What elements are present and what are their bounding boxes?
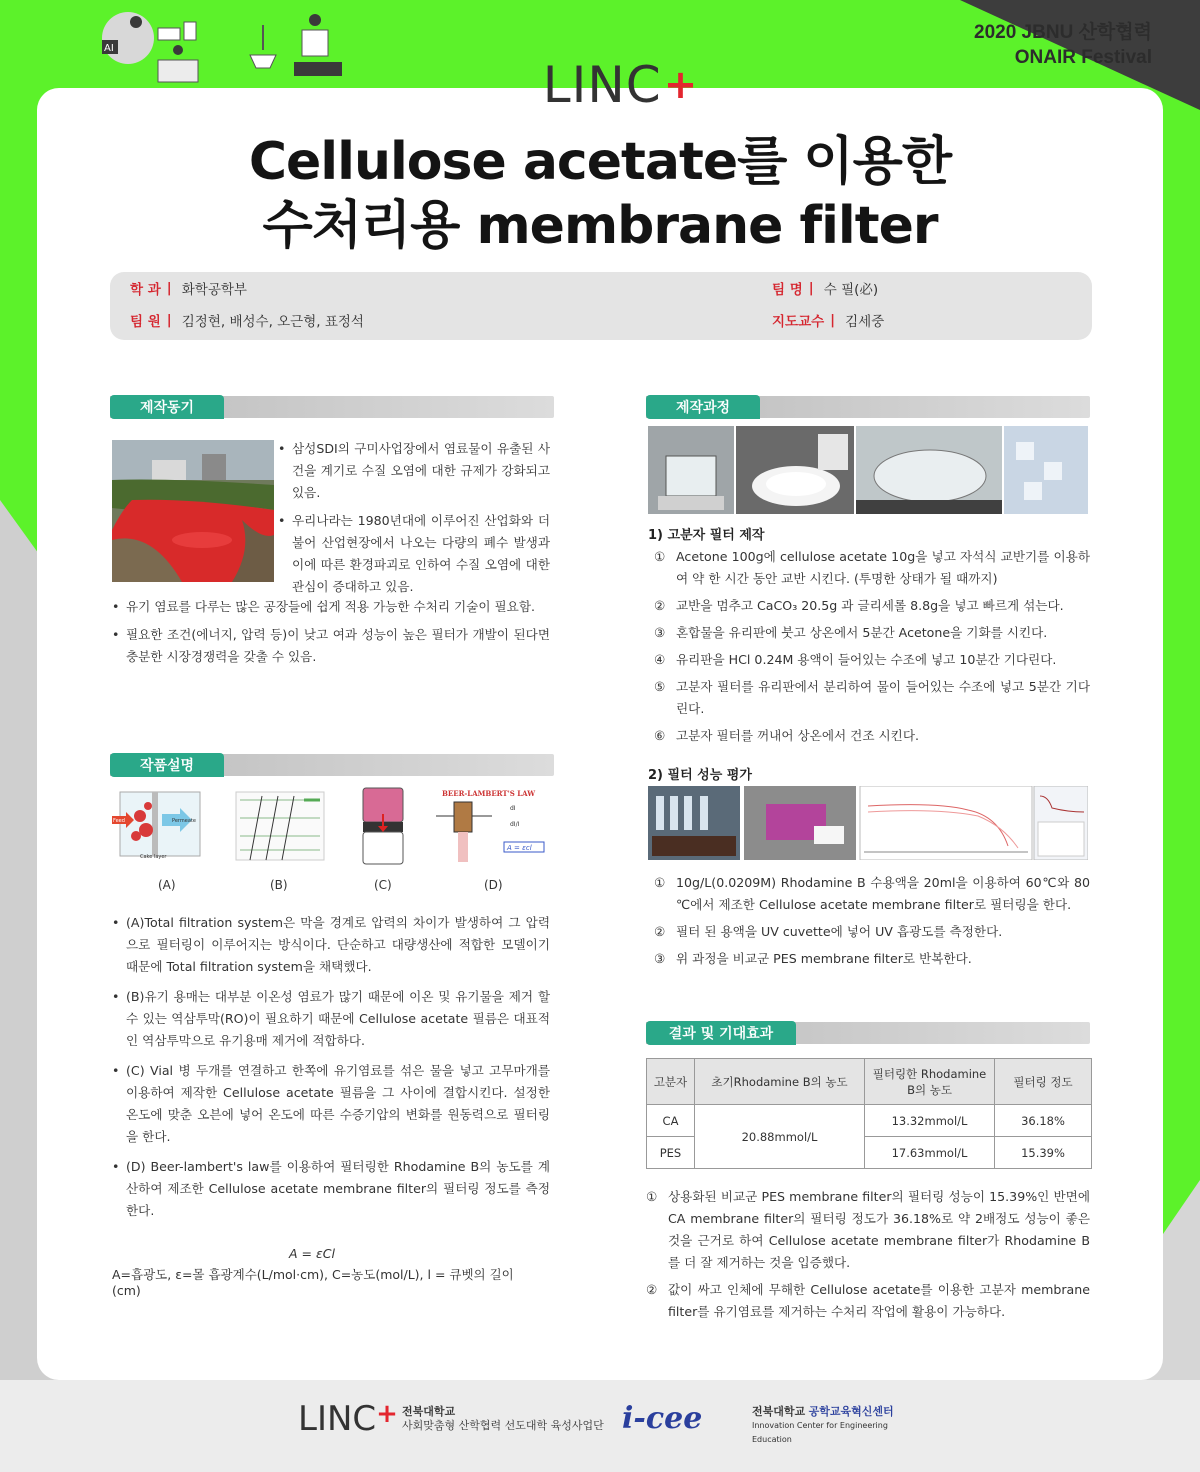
table-header-filtered: 필터링한 Rhodamine B의 농도 xyxy=(865,1059,995,1105)
linc-logo xyxy=(520,55,720,115)
diagram-a-total-filtration xyxy=(112,786,208,862)
table-header-row xyxy=(647,1059,1092,1105)
process-steps-2 xyxy=(654,872,1090,975)
description-c: • (C) Vial 병 두개를 연결하고 한쪽에 유기염료를 섞은 물을 넣고 고무마개를 이용하여 제작한 Cellulose acetate 필름을 그 사이에 결합시킨다. 설정한 온도에 맞춘 오븐에 넣어 온도에 따른 수증기압의 변화를 원동력으로 필터링을 한다. xyxy=(112,1060,550,1148)
info-bar xyxy=(110,272,1092,340)
process-step-2-2: ② 필터 된 용액을 UV cuvette에 넣어 UV 흡광도를 측정한다. xyxy=(654,924,1003,939)
table-cell-ca-filtered: 13.32mmol/L xyxy=(865,1105,995,1137)
footer-linc-text: LINC xyxy=(298,1399,377,1439)
table-header-polymer: 고분자 xyxy=(647,1059,695,1105)
table-cell-ca-degree: 36.18% xyxy=(995,1105,1092,1137)
results-conclusions xyxy=(646,1186,1090,1328)
robot-illustration xyxy=(88,0,368,90)
process-step-1-5: ⑤ 고분자 필터를 유리판에서 분리하여 물이 들어있는 수조에 넣고 5분간 기다린다. xyxy=(654,679,1090,716)
footer xyxy=(290,1395,930,1455)
festival-tag xyxy=(974,20,1152,70)
festival-line2: ONAIR Festival xyxy=(1014,47,1152,68)
caption-b: (B) xyxy=(270,878,288,892)
info-advisor: 지도교수 | 김세중 xyxy=(772,312,885,330)
team-value: 수 필(必) xyxy=(823,282,879,298)
footer-icee-logo: i-cee xyxy=(622,1401,703,1436)
table-row xyxy=(647,1105,1092,1137)
motivation-bullet-2: • 우리나라는 1980년대에 이루어진 산업화와 더불어 산업현장에서 나오는 다량의 폐수 발생과 이에 따른 환경파괴로 인하여 수질 오염에 대한 관심이 증대하고 있음. xyxy=(278,510,550,598)
svg-text:AI: AI xyxy=(104,43,114,54)
title-line1: Cellulose acetate를 이용한 xyxy=(248,132,952,192)
process-subhead-1: 1) 고분자 필터 제작 xyxy=(648,528,765,543)
team-label: 팀 명 xyxy=(772,282,803,298)
linc-logo-text: LINC xyxy=(542,56,662,114)
footer-icee-caption xyxy=(752,1405,930,1447)
table-cell-pes-degree: 15.39% xyxy=(995,1137,1092,1169)
table-cell-pes: PES xyxy=(647,1137,695,1169)
table-header-degree: 필터링 정도 xyxy=(995,1059,1092,1105)
diagram-a-feed-label: Feed xyxy=(113,818,125,824)
svg-text:dI/I: dI/I xyxy=(510,821,520,828)
title-line2: 수처리용 membrane filter xyxy=(262,196,938,256)
info-team: 팀 명 | 수 필(必) xyxy=(772,280,879,298)
description-text xyxy=(112,912,550,1228)
diagram-a-permeate-label: Permeate xyxy=(172,818,196,824)
process-photos xyxy=(648,426,1088,514)
linc-logo-plus: + xyxy=(663,62,698,108)
svg-text:dI: dI xyxy=(510,805,516,812)
section-results-title: 결과 및 기대효과 xyxy=(646,1021,796,1045)
footer-univ1: 전북대학교 xyxy=(402,1405,456,1418)
caption-a: (A) xyxy=(158,878,176,892)
diagram-c-vial-setup xyxy=(360,784,406,868)
info-dept: 학 과 | 화학공학부 xyxy=(130,280,247,298)
dept-value: 화학공학부 xyxy=(181,282,247,298)
motivation-bullet-1: • 삼성SDI의 구미사업장에서 염료물이 유출된 사건을 계기로 수질 오염에 대한 규제가 강화되고 있음. xyxy=(278,438,550,504)
footer-univ2-sub: Innovation Center for Engineering Education xyxy=(752,1421,888,1444)
poster-title xyxy=(0,130,1200,258)
process-step-1-3: ③ 혼합물을 유리판에 붓고 상온에서 5분간 Acetone을 기화를 시킨다. xyxy=(654,625,1048,640)
process-step-1-6: ⑥ 고분자 필터를 꺼내어 상온에서 건조 시킨다. xyxy=(654,728,919,743)
footer-linc-caption xyxy=(402,1405,604,1433)
description-b: • (B)유기 용매는 대부분 이온성 염료가 많기 때문에 이온 및 유기물을 제거 할 수 있는 역삼투막(RO)이 필요하기 때문에 Cellulose acetate 필름은 대표적인 역삼투막으로 유기용매 제거에 적합하다. xyxy=(112,986,550,1052)
motivation-right-text xyxy=(278,438,550,604)
section-motivation-title: 제작동기 xyxy=(110,395,224,419)
footer-linc-logo xyxy=(298,1399,398,1439)
process-step-1-2: ② 교반을 멈추고 CaCO₃ 20.5g 과 글리세롤 8.8g을 넣고 빠르게 섞는다. xyxy=(654,598,1064,613)
process-step-1-4: ④ 유리판을 HCl 0.24M 용액이 들어있는 수조에 넣고 10분간 기다린다. xyxy=(654,652,1057,667)
festival-line1: 2020 JBNU 산학협력 xyxy=(974,22,1152,43)
info-members: 팀 원 | 김정현, 배성수, 오근형, 표정석 xyxy=(130,312,364,330)
members-label: 팀 원 xyxy=(130,314,161,330)
diagram-b-reverse-osmosis xyxy=(232,788,328,864)
table-header-initial: 초기Rhodamine B의 농도 xyxy=(695,1059,865,1105)
section-process xyxy=(646,396,1090,418)
result-conclusion-1: ① 상용화된 비교군 PES membrane filter의 필터링 성능이 15.39%인 반면에 CA membrane filter의 필터링 정도가 36.18%로 약 2배정도 성능이 좋은 것을 근거로 하여 Cellulose acetate membrane filter가 Rhodamine B를 더 잘 제거하는 것을 입증했다. xyxy=(646,1189,1090,1270)
section-description-title: 작품설명 xyxy=(110,753,224,777)
description-d: • (D) Beer-lambert's law를 이용하여 필터링한 Rhodamine B의 농도를 계산하여 제조한 Cellulose acetate membrane filter의 필터링 정도를 측정한다. xyxy=(112,1156,550,1222)
section-process-title: 제작과정 xyxy=(646,395,760,419)
diagram-d-equation: A = εcl xyxy=(507,844,532,852)
motivation-bullet-3: • 유기 염료를 다루는 많은 공장들에 쉽게 적용 가능한 수처리 기술이 필요함. xyxy=(112,596,550,618)
footer-univ2: 전북대학교 xyxy=(752,1405,806,1418)
table-cell-ca: CA xyxy=(647,1105,695,1137)
table-cell-initial: 20.88mmol/L xyxy=(695,1105,865,1169)
evaluation-photos xyxy=(648,786,1088,860)
formula: A = εCl xyxy=(289,1246,335,1261)
results-table xyxy=(646,1058,1092,1169)
advisor-value: 김세중 xyxy=(845,314,885,330)
process-step-2-3: ③ 위 과정을 비교군 PES membrane filter로 반복한다. xyxy=(654,951,972,966)
advisor-label: 지도교수 xyxy=(772,314,825,330)
diagram-d-title: BEER-LAMBERT'S LAW xyxy=(442,789,536,798)
formula-description: A=흡광도, ε=몰 흡광계수(L/mol·cm), C=농도(mol/L), l = 큐벳의 길이(cm) xyxy=(112,1267,514,1298)
section-description xyxy=(110,754,554,776)
polluted-river-photo xyxy=(112,440,274,582)
caption-d: (D) xyxy=(484,878,503,892)
process-step-1-1: ① Acetone 100g에 cellulose acetate 10g을 넣고 자석식 교반기를 이용하여 약 한 시간 동안 교반 시킨다. (투명한 상태가 될 때까지) xyxy=(654,549,1090,586)
process-steps-1 xyxy=(654,546,1090,752)
dept-label: 학 과 xyxy=(130,282,161,298)
section-results xyxy=(646,1022,1090,1044)
footer-univ1-sub: 사회맞춤형 산학협력 선도대학 육성사업단 xyxy=(402,1419,604,1432)
section-motivation xyxy=(110,396,554,418)
table-cell-pes-filtered: 17.63mmol/L xyxy=(865,1137,995,1169)
motivation-bullet-4: • 필요한 조건(에너지, 압력 등)이 낮고 여과 성능이 높은 필터가 개발이 된다면 충분한 시장경쟁력을 갖출 수 있음. xyxy=(112,624,550,668)
description-a: • (A)Total filtration system은 막을 경계로 압력의 차이가 발생하여 그 압력으로 필터링이 이루어지는 방식이다. 단순하고 대량생산에 적합한 모델이기 때문에 Total filtration system을 채택했다. xyxy=(112,912,550,978)
process-subhead-2: 2) 필터 성능 평가 xyxy=(648,768,752,783)
result-conclusion-2: ② 값이 싸고 인체에 무해한 Cellulose acetate를 이용한 고분자 membrane filter를 유기염료를 제거하는 수처리 작업에 활용이 가능하다. xyxy=(646,1282,1090,1319)
members-value: 김정현, 배성수, 오근형, 표정석 xyxy=(181,314,364,330)
diagram-a-cake-label: Cake layer xyxy=(140,854,167,860)
motivation-bottom-text xyxy=(112,596,550,674)
process-step-2-1: ① 10g/L(0.0209M) Rhodamine B 수용액을 20ml을 이용하여 60℃와 80 ℃에서 제조한 Cellulose acetate membrane filter로 필터링을 한다. xyxy=(654,875,1090,912)
diagram-d-beer-lambert xyxy=(432,786,552,864)
footer-linc-plus: + xyxy=(376,1399,398,1429)
footer-univ2-center: 공학교육혁신센터 xyxy=(808,1405,894,1418)
caption-c: (C) xyxy=(374,878,392,892)
